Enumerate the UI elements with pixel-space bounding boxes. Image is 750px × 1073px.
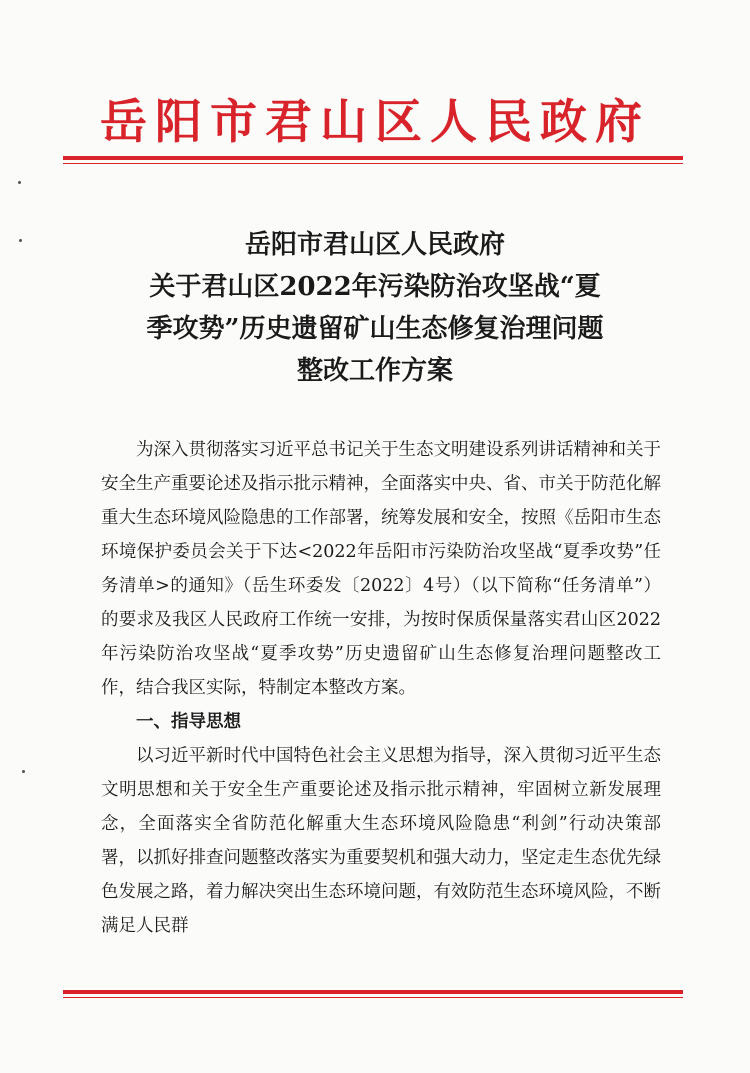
title-line-3: 季攻势”历史遗留矿山生态修复治理问题 [146,314,604,344]
scan-speck [19,239,22,242]
header-red-rule-thick [63,156,683,160]
document-body [101,433,661,943]
scan-speck [18,181,21,184]
footer-red-rule-thick [63,990,683,994]
scan-speck [22,770,25,773]
intro-paragraph: 为深入贯彻落实习近平总书记关于生态文明建设系列讲话精神和关于安全生产重要论述及指示批示精神，全面落实中央、省、市关于防范化解重大生态环境风险隐患的工作部署，统筹发展和安全，按照《岳阳市生态环境保护委员会关于下达<2022年岳阳市污染防治攻坚战“夏季攻势”任务清单>的通知》（岳生环委发〔2022〕4号）（以下简称“任务清单”）的要求及我区人民政府工作统一安排，为按时保质保量落实君山区2022年污染防治攻坚战“夏季攻势”历史遗留矿山生态修复治理问题整改工作，结合我区实际，特制定本整改方案。 [101,440,661,698]
title-line-1: 岳阳市君山区人民政府 [244,230,505,260]
document-header [0,0,750,175]
title-line-2: 关于君山区2022年污染防治攻坚战“夏 [149,272,601,302]
document-title [70,224,680,392]
footer-red-rule-thin [63,997,683,998]
header-red-rule-thin [63,163,683,164]
agency-masthead: 岳阳市君山区人民政府 [100,95,650,150]
guiding-ideology-paragraph: 以习近平新时代中国特色社会主义思想为指导，深入贯彻习近平生态文明思想和关于安全生产重要论述及指示批示精神，牢固树立新发展理念，全面落实全省防范化解重大生态环境风险隐患“利剑”行动决策部署，以抓好排查问题整改落实为重要契机和强大动力，坚定走生态优先绿色发展之路，着力解决突出生态环境问题，有效防范生态环境风险，不断满足人民群 [101,746,661,936]
section-heading-guiding-ideology: 一、指导思想 [136,712,241,732]
title-line-4: 整改工作方案 [296,356,453,386]
